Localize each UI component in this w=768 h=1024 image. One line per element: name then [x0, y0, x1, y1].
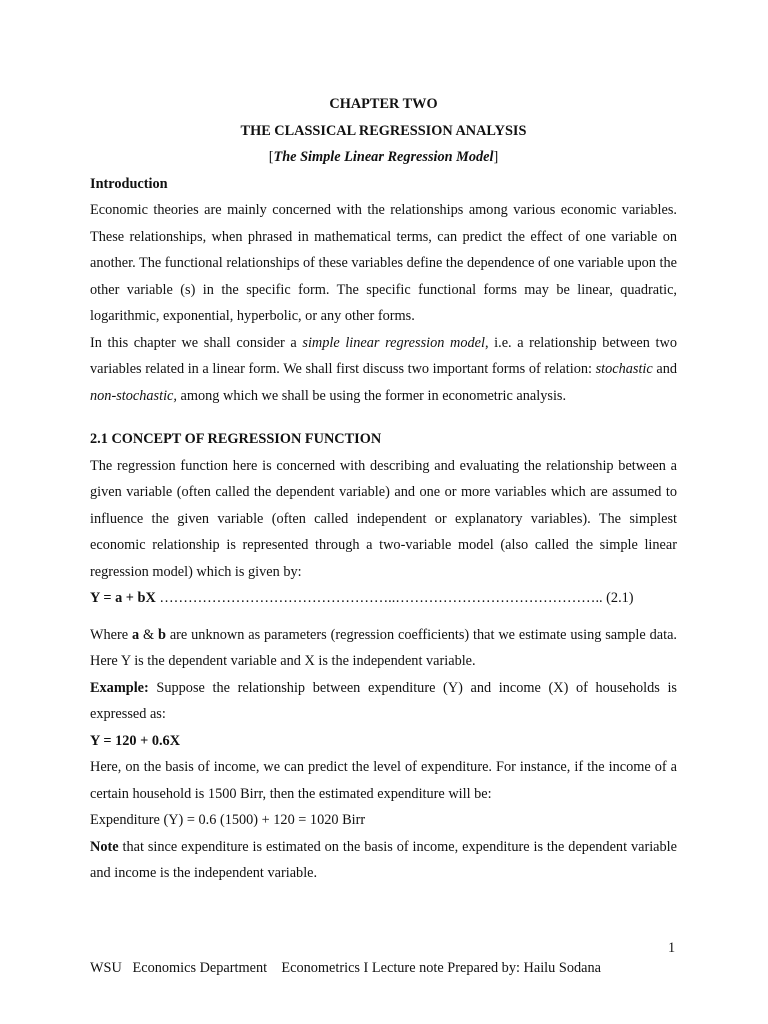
s21-p2-param-a: a	[131, 626, 140, 643]
example-text: Suppose the relationship between expenditure (Y) and income (X) of households is expressed as:	[90, 679, 677, 722]
subtitle-text: The Simple Linear Regression Model	[273, 149, 494, 165]
s21-p2-text-a: Where	[90, 626, 132, 643]
intro-p2-text-c: and	[652, 361, 677, 377]
note-paragraph	[90, 834, 677, 887]
equation-2-1-leader-dots: …………………………………………..……………………………………..	[155, 590, 607, 606]
s21-p2-ampersand: &	[139, 626, 158, 643]
section-2-1-heading: 2.1 CONCEPT OF REGRESSION FUNCTION	[90, 431, 382, 447]
introduction-paragraph-1: Economic theories are mainly concerned with the relationships among various economic variables. These relationships, when phrased in mathematical terms, can predict the effect of one variable on another. The functional relationships of these variables define the dependence of one variable upon the other variable (s) in the specific form. The specific functional forms may be linear, quadratic, logarithmic, exponential, hyperbolic, or any other forms.	[90, 202, 677, 324]
section-2-1-paragraph-1: The regression function here is concerned with describing and evaluating the relationship between a given variable (often called the dependent variable) and one or more variables which are assumed to influence the given variable (often called independent or explanatory variables). The simplest economic relationship is represented through a two-variable model (also called the simple linear regression model) which is given by:	[90, 457, 677, 580]
equation-2-1	[90, 585, 677, 612]
subtitle-open-bracket: [	[268, 149, 274, 165]
section-2-1-paragraph-3: Here, on the basis of income, we can predict the level of expenditure. For instance, if the income of a certain household is 1500 Birr, then the estimated expenditure will be:	[90, 759, 677, 802]
example-label: Example:	[90, 679, 149, 696]
expenditure-calculation: Expenditure (Y) = 0.6 (1500) + 120 = 1020 Birr	[90, 812, 366, 828]
chapter-title: THE CLASSICAL REGRESSION ANALYSIS	[240, 122, 527, 139]
introduction-heading: Introduction	[90, 175, 168, 192]
intro-p2-emphasis-model: simple linear regression model	[302, 334, 485, 351]
equation-2-1-number: (2.1)	[606, 590, 634, 606]
example-equation: Y = 120 + 0.6X	[90, 732, 181, 749]
page-content	[90, 91, 677, 887]
equation-2-1-lhs: Y = a + bX	[90, 590, 156, 606]
s21-p2-param-b: b	[158, 626, 166, 643]
introduction-paragraph-2	[90, 330, 677, 410]
intro-p2-text-d: among which we shall be using the former in econometric analysis.	[176, 387, 567, 404]
section-2-1-paragraph-2	[90, 622, 677, 675]
example-paragraph	[90, 675, 677, 728]
intro-p2-text-b: , i.e. a relationship between two variables related in a linear form. We shall first discuss two important forms of relation:	[90, 334, 677, 377]
chapter-subtitle	[90, 144, 677, 171]
note-text: that since expenditure is estimated on the basis of income, expenditure is the dependent variable and income is the independent variable.	[90, 838, 677, 881]
intro-p2-emphasis-stochastic: stochastic	[595, 361, 653, 377]
chapter-label: CHAPTER TWO	[329, 96, 438, 112]
intro-p2-emphasis-non-stochastic: non-stochastic,	[90, 387, 177, 404]
subtitle-close-bracket: ]	[493, 149, 499, 165]
page-number: 1	[668, 940, 676, 956]
intro-p2-text-a: In this chapter we shall consider a	[90, 334, 303, 351]
note-label: Note	[90, 838, 119, 855]
page-footer: WSU Economics Department Econometrics I Lecture note Prepared by: Hailu Sodana	[90, 960, 601, 976]
s21-p2-text-c: are unknown as parameters (regression coefficients) that we estimate using sample data. Here Y is the dependent variable and X is the independent variable.	[90, 626, 677, 669]
